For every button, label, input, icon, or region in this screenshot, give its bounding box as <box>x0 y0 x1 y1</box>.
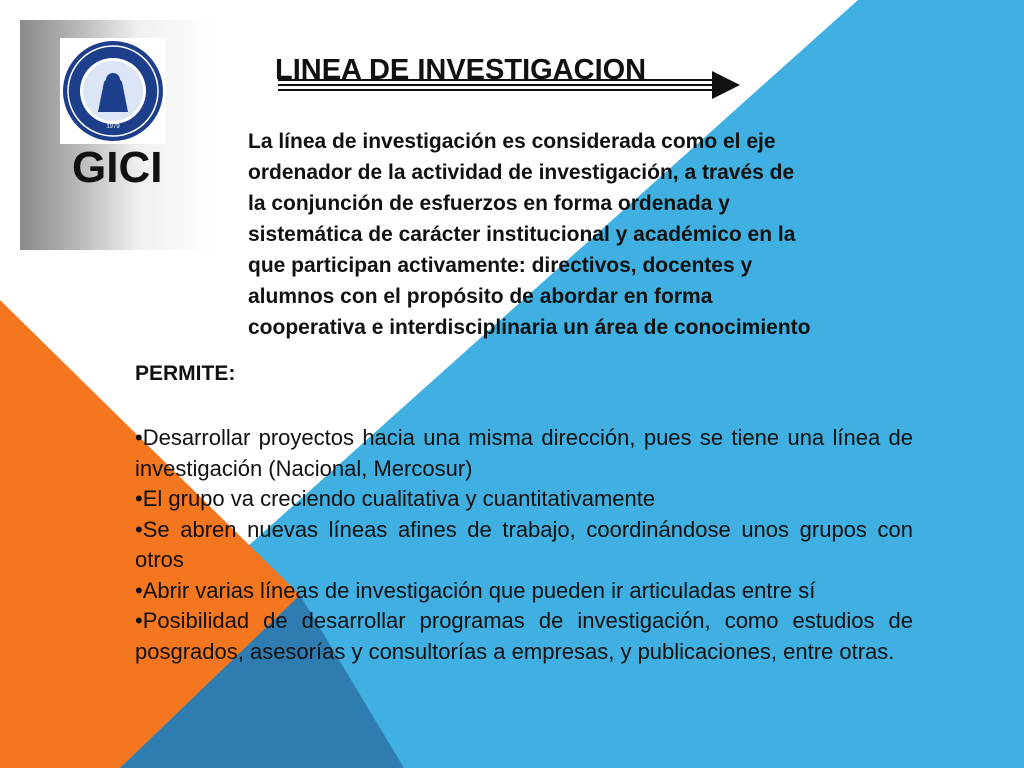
title-arrow-icon <box>276 71 740 101</box>
intro-paragraph <box>248 126 948 343</box>
permite-heading: PERMITE: <box>135 362 236 385</box>
list-item: •Posibilidad de desarrollar programas de investigación, como estudios de posgrados, asesorías y consultorías a empresas, y publicaciones, entre otras. <box>135 608 913 664</box>
intro-line: La línea de investigación es considerada como el eje <box>248 130 776 153</box>
intro-line: cooperativa e interdisciplinaria un área de conocimiento <box>248 316 811 339</box>
list-item: •El grupo va creciendo cualitativa y cuantitativamente <box>135 486 656 511</box>
benefits-list <box>135 423 913 667</box>
list-item: •Abrir varias líneas de investigación que pueden ir articuladas entre sí <box>135 577 816 603</box>
intro-line: alumnos con el propósito de abordar en forma <box>248 285 713 308</box>
intro-line: sistemática de carácter institucional y académico en la <box>248 223 796 246</box>
page-title: LINEA DE INVESTIGACION <box>275 54 647 86</box>
list-item: •Desarrollar proyectos hacia una misma dirección, pues se tiene una línea de investigación (Nacional, Mercosur) <box>135 425 913 481</box>
list-item: •Se abren nuevas líneas afines de trabajo, coordinándose unos grupos con otros <box>135 516 913 572</box>
intro-line: ordenador de la actividad de investigación, a través de <box>248 161 795 184</box>
university-seal-icon <box>60 38 166 144</box>
intro-line: que participan activamente: directivos, docentes y <box>248 254 753 277</box>
intro-line: la conjunción de esfuerzos en forma ordenada y <box>248 192 730 215</box>
brand-name: GICI <box>72 143 163 192</box>
svg-text:1979: 1979 <box>106 124 120 130</box>
